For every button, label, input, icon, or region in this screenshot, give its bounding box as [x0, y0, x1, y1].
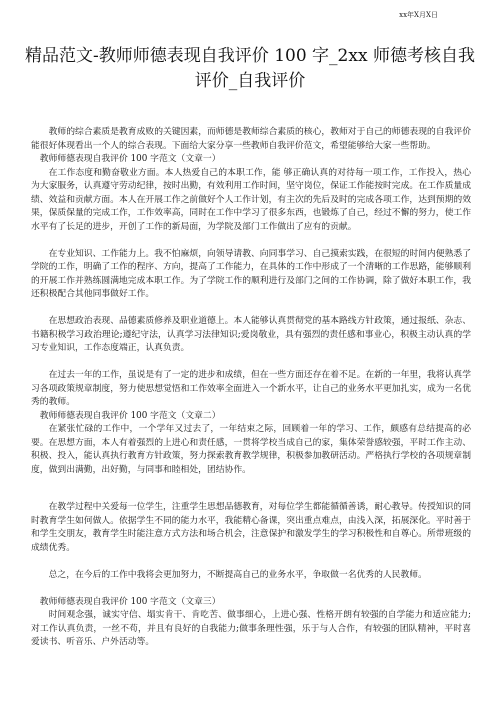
body-paragraph: 时间观念强，诚实守信、塌实肯干、肯吃苦、做事细心，上进心强、性格开朗有较强的自学能力和适应能力;对工作认真负责，一丝不苟，并且有良好的自我能力;做事条理性强，乐于与人合作，有较强的团队精神，平时喜爱读书、听音乐、户外活动等。 — [31, 610, 471, 647]
document-body — [31, 126, 471, 650]
document-title: 精品范文-教师师德表现自我评价 100 字_2xx 师德考核自我评价_自我评价 — [25, 46, 475, 91]
section-heading-3: 教师师德表现自我评价 100 字范文（文章三） — [39, 596, 221, 607]
body-paragraph: 在工作态度和勤奋敬业方面。本人热爱自己的本职工作，能 够正确认真的对待每一项工作，工作投入，热心为大家服务，认真遵守劳动纪律，按时出勤，有效利用工作时间，坚守岗位，保证工作能按时完成。在工作质量成绩、效益和贡献方面。本人在开展工作之前做好个人工作计划，有主次的先后及时的完成各项工作，达到预期的效果，保质保量的完成工作，工作效率高，同时在工作中学习了很多东西，也锻炼了自己，经过不懈的努力，使工作水平有了长足的进步，开创了工作的新局面，为学院及部门工作做出了应有的贡献。 — [31, 167, 471, 232]
body-paragraph: 总之，在今后的工作中我将会更加努力，不断提高自己的业务水平，争取做一名优秀的人民教师。 — [48, 569, 427, 580]
document-date: xx年X月X日 — [399, 11, 438, 19]
body-paragraph: 在教学过程中关爱每一位学生，注重学生思想品德教育，对每位学生都能循循善诱，耐心教导。传授知识的同时教育学生如何做人。依据学生不同的能力水平，我能精心备课，突出重点难点，由浅入深，拓展深化。平时善于和学生交朋友，教育学生时能注意方式方法和场合机会，注意保护和激发学生的学习积极性和自尊心。所带班级的成绩优秀。 — [31, 502, 471, 553]
intro-paragraph: 教师的综合素质是教育成败的关键因素，而师德是教师综合素质的核心，教师对于自己的师德表现的自我评价能很好体现看出一个人的综合表现。下面给大家分享一些教师自我评价范文，希望能够给大家一些帮助。 — [31, 127, 471, 151]
section-heading-1: 教师师德表现自我评价 100 字范文（文章一） — [39, 154, 221, 164]
section-heading-2: 教师师德表现自我评价 100 字范文（文章二） — [39, 410, 221, 421]
body-paragraph: 在紧张忙碌的工作中，一个学年又过去了，一年结束之际，回顾着一年的学习、工作，颇感有总结提高的必要。在思想方面，本人有着强烈的上进心和责任感，一贯将学校当成自己的家，集体荣誉感较强，平时工作主动、积极、投入，能认真执行教育方针政策，努力探索教育教学规律，积极参加教研活动。严格执行学校的各项规章制度，做到出满勤，出好勤，与同事和睦相处，团结协作。 — [31, 424, 471, 475]
body-paragraph: 在思想政治表现、品德素质修养及职业道德上。本人能够认真贯彻党的基本路线方针政策，通过报纸、杂志、书籍积极学习政治理论;遵纪守法，认真学习法律知识;爱岗敬业，具有强烈的责任感和事业心，积极主动认真的学习专业知识，工作态度端正，认真负责。 — [31, 316, 471, 353]
body-paragraph: 在过去一年的工作，虽说是有了一定的进步和成绩，但在一些方面还存在着不足。在新的一年里，我将认真学习各项政策规章制度，努力使思想觉悟和工作效率全面进入一个新水平，让自己的业务水平更加扎实，成为一名优秀的教师。 — [31, 370, 471, 407]
body-paragraph: 在专业知识、工作能力上。我不怕麻烦，向领导请教、向同事学习、自己摸索实践，在很短的时间内便熟悉了学院的工作，明确了工作的程序、方向，提高了工作能力，在具体的工作中形成了一个清晰的工作思路，能够顺利的开展工作并熟练圆满地完成本职工作。为了学院工作的顺利进行及部门之间的工作协调，除了做好本职工作，我还积极配合其他同事做好工作。 — [31, 248, 471, 299]
